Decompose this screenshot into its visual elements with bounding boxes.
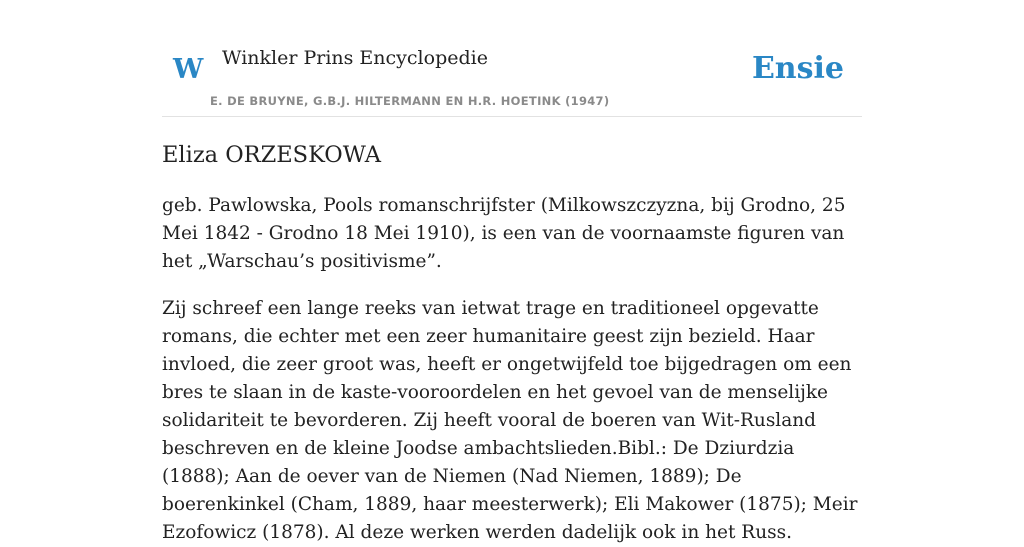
site-subtitle: E. DE BRUYNE, G.B.J. HILTERMANN EN H.R. HOETINK (1947) — [210, 94, 610, 108]
article-paragraph: Zij schreef een lange reeks van ietwat trage en traditioneel opgevatte romans, die echter met een zeer humanitaire geest zijn bezield. Haar invloed, die zeer groot was, heeft er ongetwijfeld toe bijgedragen om een bres te slaan in de kaste-vooroordelen en het gevoel van de menselijke solidariteit te bevorderen. Zij heeft vooral de boeren van Wit-Rusland beschreven en de kleine Joodse ambachtslieden.Bibl.: De Dziurdzia (1888); Aan de oever van de Niemen (Nad Niemen, 1889); De boerenkinkel (Cham, 1889, haar meesterwerk); Eli Makower (1875); Meir Ezofowicz (1878). Al deze werken werden dadelijk ook in het Russ. — [162, 298, 858, 543]
article — [162, 138, 862, 547]
site-header — [162, 0, 862, 117]
article-paragraph: geb. Pawlowska, Pools romanschrijfster (Milkowszczyzna, bij Grodno, 25 Mei 1842 - Grodno 18 Mei 1910), is een van de voornaamste figuren van het „Warschau’s positivisme”. — [162, 195, 846, 272]
logo-icon[interactable]: W — [173, 54, 204, 85]
article-title: Eliza ORZESKOWA — [162, 142, 382, 168]
site-title[interactable]: Winkler Prins Encyclopedie — [222, 47, 488, 69]
brand-logo[interactable]: Ensie — [751, 51, 844, 86]
